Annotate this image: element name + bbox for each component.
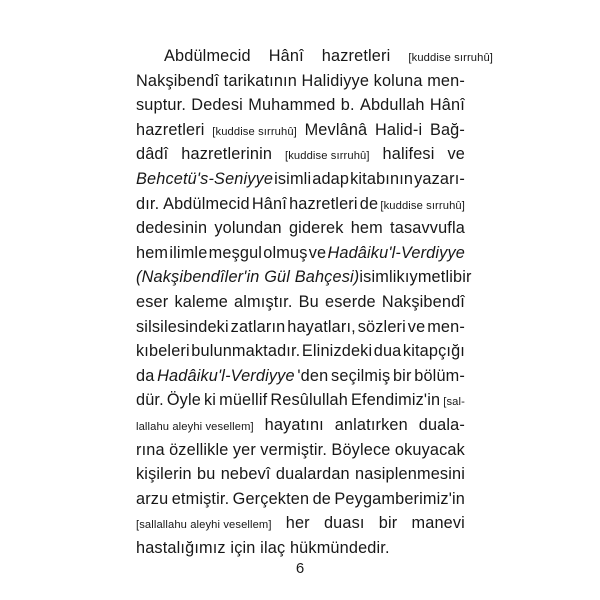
text-run: bir xyxy=(392,366,412,385)
text-line xyxy=(136,511,465,536)
text-run: yazarı- xyxy=(414,169,465,188)
text-run: almıştır. xyxy=(234,292,293,311)
text-run: kişilerin xyxy=(136,465,192,484)
text-run: Halidiyye xyxy=(301,71,370,90)
text-run: Bağ- xyxy=(429,120,465,139)
text-line xyxy=(136,167,465,192)
text-run: ve xyxy=(447,145,465,164)
text-run: Halid-i xyxy=(374,120,423,139)
text-line xyxy=(136,93,465,118)
text-run: Gerçekten xyxy=(232,489,310,508)
text-run: anlatırken xyxy=(334,415,408,434)
text-run: men- xyxy=(427,71,465,90)
text-run: sözleri xyxy=(357,317,406,336)
text-run: Bu xyxy=(298,292,319,311)
text-line xyxy=(136,241,465,266)
text-run: duala- xyxy=(418,415,465,434)
text-run: Dedesi xyxy=(191,96,243,115)
text-run: men- xyxy=(427,317,465,336)
text-line xyxy=(136,290,465,315)
text-run: özellikle xyxy=(169,440,229,459)
page-number: 6 xyxy=(295,560,305,577)
text-line xyxy=(136,364,465,389)
text-run: meşgul xyxy=(208,243,263,262)
text-line xyxy=(136,69,465,94)
text-run: kitapçığı xyxy=(402,342,465,361)
text-run: dedesinin xyxy=(136,219,208,238)
text-run: tarikatının xyxy=(223,71,297,90)
text-run: manevi xyxy=(411,514,465,533)
text-line xyxy=(136,413,465,438)
text-run: her xyxy=(285,514,310,533)
honorific-phrase: [sal- xyxy=(443,396,465,409)
text-run: ilimle xyxy=(169,243,208,262)
text-run: ve xyxy=(308,243,327,262)
text-run: hayatları, xyxy=(287,317,356,336)
text-run: hazretleri xyxy=(289,194,358,213)
text-run: tasavvufla xyxy=(390,219,465,238)
text-run: zatların xyxy=(230,317,286,336)
text-run: hazretleri xyxy=(321,47,391,65)
text-run: müellif xyxy=(219,391,268,410)
text-run: suptur. xyxy=(136,96,187,115)
text-run: koluna xyxy=(373,71,423,90)
text-run: nasiplenmesini xyxy=(355,465,465,484)
text-run: Abdullah xyxy=(359,96,425,115)
text-run: dır. Abdülmecid xyxy=(136,194,250,213)
text-run: b. xyxy=(340,96,355,115)
text-run: yolundan xyxy=(214,219,282,238)
book-title-italic: (Nakşibendîler'in Gül Bahçesi) xyxy=(136,268,360,287)
text-run: ve xyxy=(407,317,426,336)
text-run: halifesi xyxy=(382,145,435,164)
text-line xyxy=(136,438,465,463)
book-title-italic: Behcetü's-Seniyye xyxy=(136,169,274,188)
text-run: bölüm- xyxy=(414,366,465,385)
text-run: de xyxy=(312,489,332,508)
text-line xyxy=(136,216,465,241)
text-run: okuyacak xyxy=(394,440,465,459)
book-title-italic: Hadâiku'l-Verdiyye xyxy=(327,243,465,262)
text-run: adap xyxy=(312,169,350,188)
text-run: Hânî xyxy=(268,47,304,65)
text-line xyxy=(136,118,465,143)
text-run: bir xyxy=(378,514,398,533)
text-run: silsilesindeki xyxy=(136,317,229,336)
text-run: Resûlullah xyxy=(270,391,348,410)
text-run: kıymetli xyxy=(396,268,454,287)
text-line xyxy=(136,192,465,217)
honorific-phrase: [kuddise sırruhû] xyxy=(212,125,297,138)
honorific-phrase: [sallallahu aleyhi vesellem] xyxy=(136,519,272,532)
text-run: bulunmaktadır. xyxy=(191,342,301,361)
text-line xyxy=(136,44,493,69)
text-run: hastalığımız için ilaç hükmündedir. xyxy=(136,538,390,557)
text-run: Mevlânâ xyxy=(304,120,368,139)
text-run: Elinizdeki xyxy=(301,342,373,361)
text-run: isimli xyxy=(274,169,312,188)
text-run: yer xyxy=(232,440,256,459)
text-run: hazretlerinin xyxy=(181,145,273,164)
text-line xyxy=(136,339,465,364)
text-run: etmiştir. xyxy=(171,489,230,508)
text-run: rına xyxy=(136,440,165,459)
text-run: Nakşibendî xyxy=(381,292,465,311)
text-run: Böylece xyxy=(331,440,391,459)
text-line xyxy=(136,536,465,561)
text-run: bu xyxy=(197,465,216,484)
text-line xyxy=(136,315,465,340)
text-run: kıbeleri xyxy=(136,342,190,361)
text-run: vermiştir. xyxy=(260,440,328,459)
body-text-block xyxy=(136,44,493,560)
honorific-phrase: [kuddise sırruhû] xyxy=(380,199,465,212)
text-run: dualardan xyxy=(275,465,350,484)
text-run: Öyle xyxy=(166,391,201,410)
text-line xyxy=(136,487,465,512)
text-run: Efendimiz'in xyxy=(350,391,441,410)
text-run: Hânî xyxy=(429,96,465,115)
text-run: Abdülmecid xyxy=(164,47,251,65)
text-run: ki xyxy=(203,391,217,410)
text-run: eserde xyxy=(325,292,376,311)
text-run: giderek xyxy=(288,219,344,238)
book-title-italic: Hadâiku'l-Verdiyye xyxy=(157,366,295,385)
text-run: bir xyxy=(453,268,472,287)
text-run: 'den xyxy=(297,366,329,385)
text-run: dua xyxy=(373,342,402,361)
text-line xyxy=(136,462,465,487)
text-line xyxy=(136,142,465,167)
text-run: de xyxy=(359,194,379,213)
text-run: Peygamberimiz'in xyxy=(334,489,465,508)
text-run: eser xyxy=(136,292,169,311)
honorific-phrase: lallahu aleyhi vesellem] xyxy=(136,420,254,433)
text-run: hazretleri xyxy=(136,120,205,139)
text-line xyxy=(136,388,465,413)
text-run: Nakşibendî xyxy=(136,71,220,90)
honorific-phrase: [kuddise sırruhû] xyxy=(285,150,370,163)
text-line xyxy=(136,265,472,290)
text-run: arzu xyxy=(136,489,169,508)
text-run: hem xyxy=(136,243,169,262)
text-run: kaleme xyxy=(174,292,228,311)
text-run: kitabının xyxy=(350,169,414,188)
text-run: duası xyxy=(323,514,365,533)
text-run: Muhammed xyxy=(248,96,336,115)
text-run: nebevî xyxy=(220,465,271,484)
text-run: isimli xyxy=(359,268,397,287)
text-run: dür. xyxy=(136,391,164,410)
text-run: da xyxy=(136,366,155,385)
text-run: hayatını xyxy=(264,415,324,434)
text-run: hem xyxy=(350,219,383,238)
text-run: olmuş xyxy=(263,243,308,262)
text-run: dâdî xyxy=(136,145,169,164)
text-run: seçilmiş xyxy=(331,366,391,385)
honorific-phrase: [kuddise sırruhû] xyxy=(408,52,493,64)
text-run: Hânî xyxy=(251,194,287,213)
